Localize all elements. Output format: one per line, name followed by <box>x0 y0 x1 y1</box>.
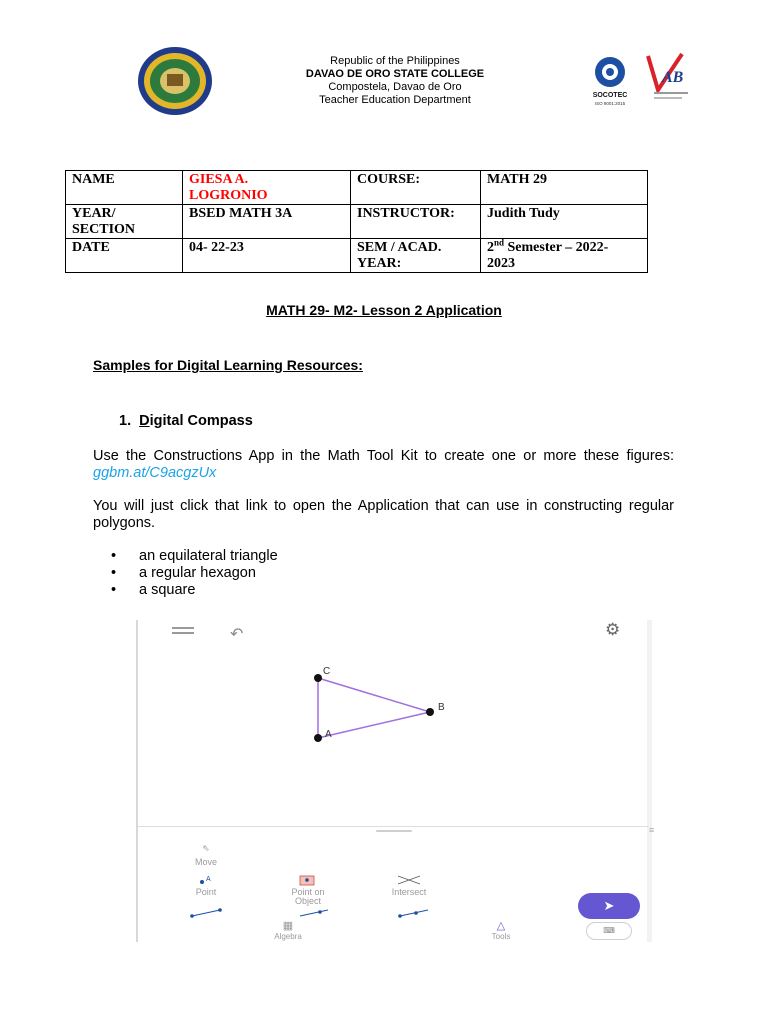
menu-icon[interactable] <box>172 627 194 637</box>
geogebra-app-screenshot <box>136 620 655 942</box>
cursor-icon: ➤ <box>603 898 615 913</box>
tool-intersect-label: Intersect <box>391 887 427 897</box>
name-value-line1: GIESA A. <box>189 172 249 187</box>
svg-text:A: A <box>206 876 211 883</box>
bullet-icon: • <box>111 565 117 581</box>
course-value: MATH 29 <box>481 171 648 205</box>
point-a-label: A <box>325 729 332 740</box>
bullet-icon: • <box>111 548 117 564</box>
instructor-label: INSTRUCTOR: <box>351 205 481 239</box>
college-header <box>260 55 530 107</box>
tool-move-label: Move <box>194 857 217 867</box>
tool-point-on-object-label-2: Object <box>294 896 321 906</box>
figure-list <box>111 548 278 599</box>
date-label: DATE <box>66 239 183 273</box>
keyboard-toggle-button[interactable] <box>586 922 632 940</box>
item-number: 1. <box>119 413 132 429</box>
point-c[interactable] <box>314 674 322 682</box>
move-tool-fab[interactable] <box>578 893 640 919</box>
item-title-first-letter: D <box>139 413 150 429</box>
socotec-logo-subtext: ISO 9001:2015 <box>594 101 626 106</box>
socotec-logo <box>584 52 636 112</box>
name-label: NAME <box>66 171 183 205</box>
tool-move[interactable] <box>186 844 226 867</box>
sem-acad-year-value <box>481 239 648 273</box>
tools-icon: △ <box>496 920 506 932</box>
course-label: COURSE: <box>351 171 481 205</box>
intersect-icon <box>376 874 442 888</box>
sem-value-line1 <box>487 237 641 256</box>
point-on-object-icon <box>278 874 338 888</box>
nav-tools[interactable] <box>471 922 531 941</box>
sem-value-line2: 2023 <box>487 256 515 271</box>
nav-algebra-label: Algebra <box>274 932 302 941</box>
panel-divider <box>138 826 648 827</box>
gear-icon[interactable]: ⚙ <box>605 620 621 639</box>
year-section-label <box>66 205 183 239</box>
student-info-table <box>65 170 648 273</box>
bullet-icon: • <box>111 582 117 598</box>
year-label-line2: SECTION <box>72 222 136 237</box>
date-value: 04- 22-23 <box>183 239 351 273</box>
list-item-text: a regular hexagon <box>139 565 256 581</box>
table-row <box>66 239 648 273</box>
tool-point[interactable] <box>186 874 226 897</box>
list-item <box>111 582 278 599</box>
point-icon <box>186 874 226 888</box>
drag-handle[interactable] <box>376 830 412 832</box>
instruction-paragraph <box>93 448 674 482</box>
point-b[interactable] <box>426 708 434 716</box>
segment-ba[interactable] <box>318 712 430 738</box>
accreditation-logo-text: AB <box>662 69 684 86</box>
cursor-arrow-icon: ⇖ <box>202 843 210 853</box>
list-item-text: an equilateral triangle <box>139 548 278 564</box>
nav-algebra[interactable] <box>258 922 318 941</box>
header-country: Republic of the Philippines <box>330 55 460 67</box>
segment-cb[interactable] <box>318 678 430 712</box>
collapse-icon[interactable]: ≡ <box>649 825 655 835</box>
sem-value-rest: Semester – 2022- <box>504 240 609 255</box>
name-value <box>183 171 351 205</box>
keyboard-icon: ⌨ <box>603 926 615 935</box>
sem-acad-year-label <box>351 239 481 273</box>
undo-icon[interactable]: ↶ <box>230 626 244 643</box>
list-item-text: a square <box>139 582 196 598</box>
instructor-value: Judith Tudy <box>481 205 648 239</box>
sem-value-number: 2 <box>487 240 494 255</box>
socotec-logo-text: SOCOTEC <box>592 92 628 99</box>
tool-point-label: Point <box>195 887 217 897</box>
college-seal-logo <box>137 46 213 116</box>
tool-point-on-object-label-1: Point on <box>291 887 325 897</box>
item-title-rest: igital Compass <box>149 413 253 429</box>
name-value-line2: LOGRONIO <box>189 188 268 203</box>
header-college-name: DAVAO DE ORO STATE COLLEGE <box>305 68 485 80</box>
explanation-paragraph: You will just click that link to open the Application that can use in constructing regular polygons. <box>93 498 674 531</box>
instruction-text: Use the Constructions App in the Math Tool Kit to create one or more these figures: <box>93 448 674 464</box>
sem-label-line2: YEAR: <box>357 256 402 271</box>
sem-value-suffix: nd <box>494 237 505 248</box>
lesson-title: MATH 29- M2- Lesson 2 Application <box>266 302 502 318</box>
year-section-value: BSED MATH 3A <box>183 205 351 239</box>
ray-tool-icon[interactable] <box>396 905 432 923</box>
header-address: Compostela, Davao de Oro <box>328 81 462 93</box>
nav-tools-label: Tools <box>491 932 511 941</box>
samples-heading: Samples for Digital Learning Resources: <box>93 357 363 373</box>
point-b-label: B <box>438 702 445 713</box>
item-heading <box>119 413 253 429</box>
accreditation-logo <box>642 50 692 108</box>
year-label-line1: YEAR/ <box>72 206 116 221</box>
table-row <box>66 205 648 239</box>
point-a[interactable] <box>314 734 322 742</box>
header-department: Teacher Education Department <box>319 94 471 106</box>
tool-intersect[interactable] <box>376 874 442 897</box>
calculator-icon: ▦ <box>282 920 294 932</box>
segment-tool-icon[interactable] <box>188 905 224 923</box>
geogebra-link[interactable]: ggbm.at/C9acgzUx <box>93 465 217 481</box>
list-item <box>111 548 278 565</box>
sem-label-line1: SEM / ACAD. <box>357 240 442 255</box>
point-c-label: C <box>323 666 331 677</box>
table-row <box>66 171 648 205</box>
geometry-canvas[interactable] <box>138 644 648 824</box>
list-item <box>111 565 278 582</box>
line-tool-icon[interactable] <box>296 905 332 923</box>
tool-point-on-object[interactable] <box>278 874 338 906</box>
